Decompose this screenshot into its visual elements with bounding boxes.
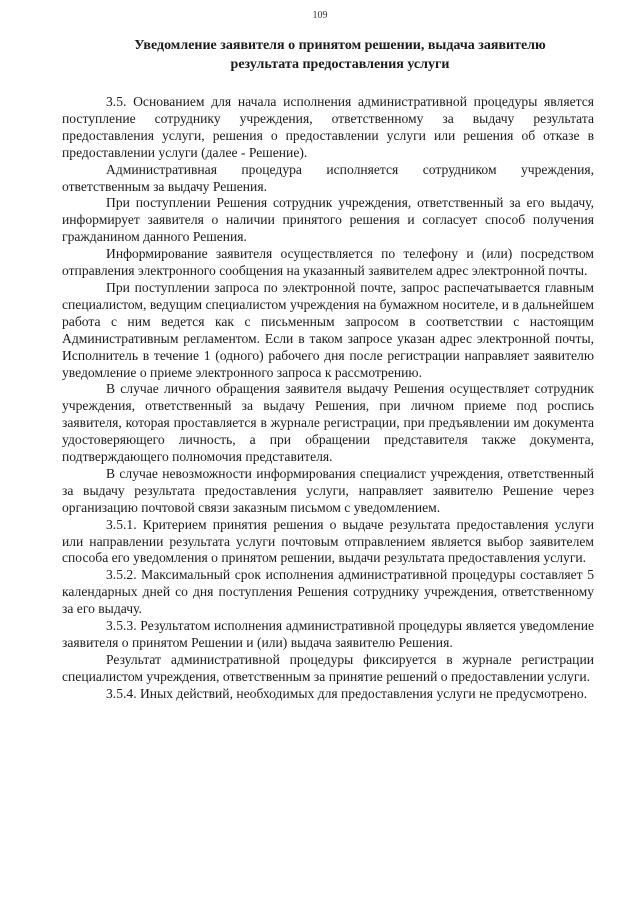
paragraph-notification: При поступлении Решения сотрудник учреждения, ответственный за его выдачу, информирует заявителя о наличии принятого решения и согласует способ получения гражданином данного Решения.	[62, 195, 594, 245]
paragraph-3-5-3: 3.5.3. Результатом исполнения административной процедуры является уведомление заявителя о принятом Решении и (или) выдача заявителю Решения.	[62, 618, 594, 650]
paragraph-informing-method: Информирование заявителя осуществляется по телефону и (или) посредством отправления электронного сообщения на указанный заявителем адрес электронной почты.	[62, 246, 594, 279]
paragraph-procedure-executor: Административная процедура исполняется сотрудником учреждения, ответственным за выдачу Решения.	[62, 161, 594, 194]
paragraph-email-request: При поступлении запроса по электронной почте, запрос распечатывается главным специалистом, ведущим специалистом учреждения на бумажном носителе, и в дальнейшем работа с ним ведется как с письменным запросом в соответствии с настоящим Административным регламентом. Если в таком запросе указан адрес электронной почты, Исполнитель в течение 1 (одного) рабочего дня после регистрации направляет заявителю уведомление о приеме электронного запроса к рассмотрению.	[62, 279, 594, 380]
paragraph-postal-delivery: В случае невозможности информирования специалист учреждения, ответственный за выдачу результата предоставления услуги, направляет заявителю Решение через организацию почтовой связи заказным письмом с уведомлением.	[62, 465, 594, 515]
paragraph-personal-visit: В случае личного обращения заявителя выдачу Решения осуществляет сотрудник учреждения, ответственный за выдачу Решения, при личном приеме под роспись заявителя, которая проставляется в журнале регистрации, при предъявлении им документа удостоверяющего личность, а при обращении представителя также документа, подтверждающего полномочия представителя.	[62, 381, 594, 465]
document-body	[62, 94, 594, 703]
paragraph-3-5-4: 3.5.4. Иных действий, необходимых для предоставления услуги не предусмотрено.	[106, 685, 588, 701]
paragraph-3-5-basis: 3.5. Основанием для начала исполнения административной процедуры является поступление сотруднику учреждения, ответственному за выдачу результата предоставления услуги, решения о предоставлении услуги или решения об отказе в предоставлении услуги (далее - Решение).	[62, 94, 594, 160]
paragraph-3-5-1: 3.5.1. Критерием принятия решения о выдаче результата предоставления услуги или направлении результата услуги почтовым отправлением является выбор заявителем способа его уведомления о принятом решении, выдачи результата предоставления услуги.	[62, 516, 594, 566]
paragraph-result-record: Результат административной процедуры фиксируется в журнале регистрации специалистом учреждения, ответственным за принятие решений о предоставлении услуги.	[62, 651, 594, 684]
page-number: 109	[312, 10, 328, 21]
paragraph-3-5-2: 3.5.2. Максимальный срок исполнения административной процедуры составляет 5 календарных дней со дня поступления Решения сотруднику учреждения, ответственному за его выдачу.	[62, 567, 594, 617]
section-title: Уведомление заявителя о принятом решении, выдача заявителю результата предоставления услуги	[134, 38, 546, 72]
